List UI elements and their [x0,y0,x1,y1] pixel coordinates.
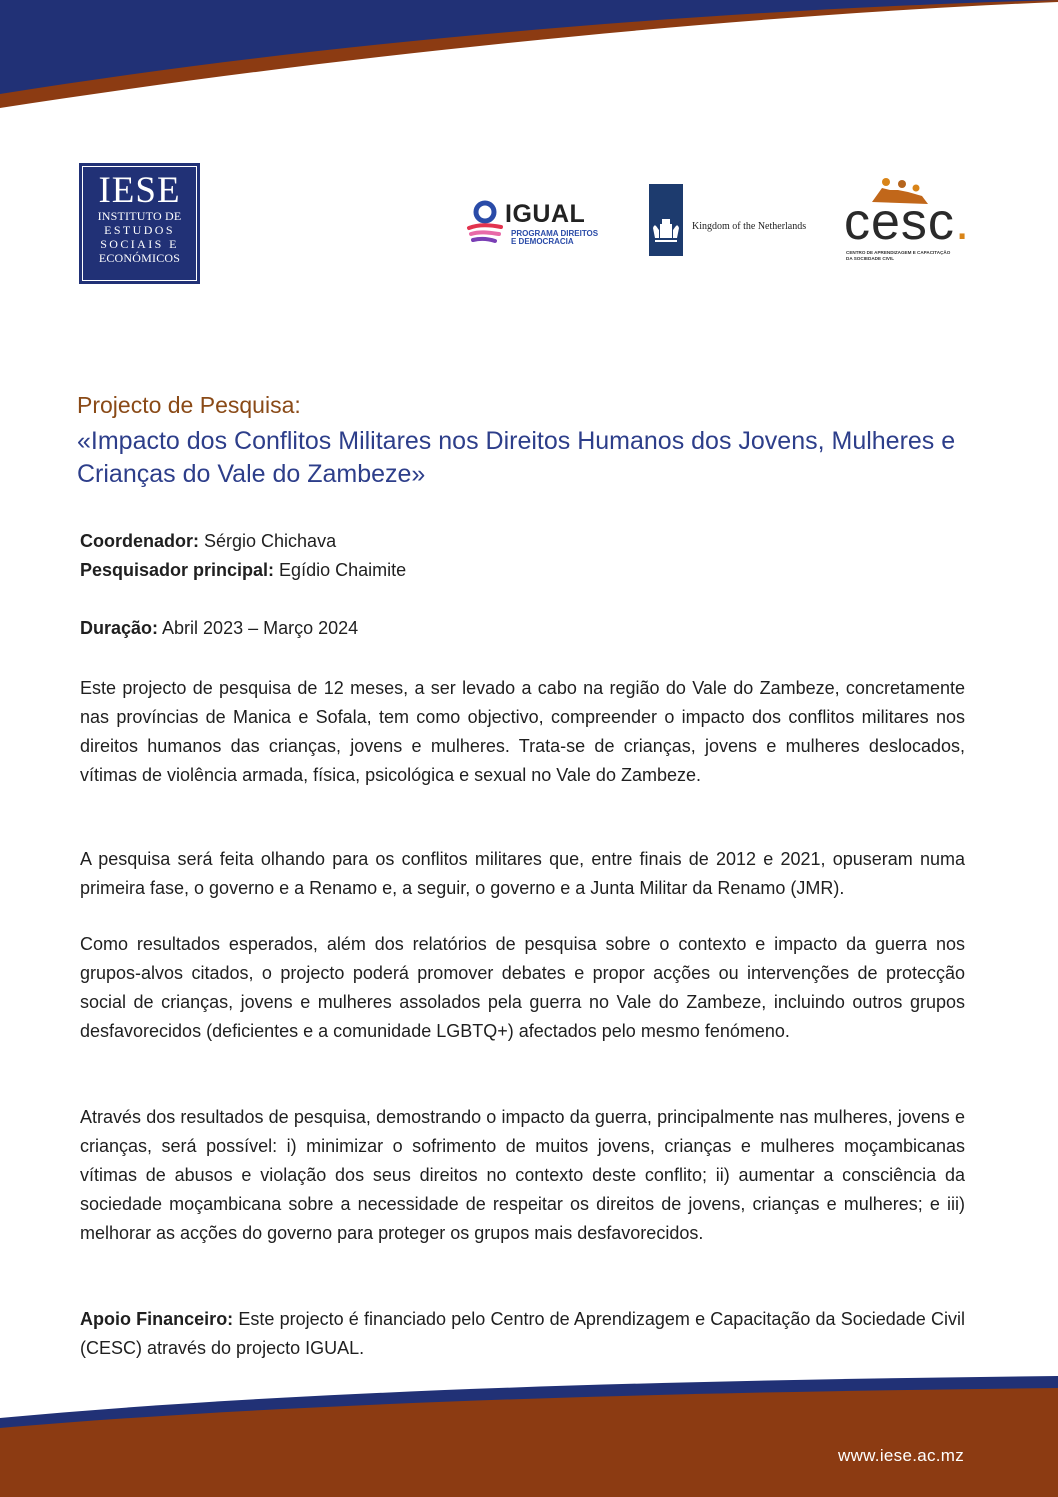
researcher-value: Egídio Chaimite [274,560,407,580]
netherlands-logo-text: Kingdom of the Netherlands [692,221,807,232]
project-title: «Impacto dos Conflitos Militares nos Direitos Humanos dos Jovens, Mulheres e Crianças do Vale do Zambeze» [77,427,956,488]
website-link[interactable]: www.iese.ac.mz [838,1446,965,1465]
paragraph-funding [80,1305,965,1363]
cesc-logo-subtitle [846,250,976,262]
funding-label: Apoio Financeiro: [80,1309,234,1329]
researcher-label: Pesquisador principal: [80,560,275,580]
iese-logo-line-1: INSTITUTO DE [97,209,182,223]
coordinator-value: Sérgio Chichava [199,531,337,551]
paragraph-impact: Através dos resultados de pesquisa, demostrando o impacto da guerra, principalmente nas mulheres, jovens e crianças, será possível: i) minimizar o sofrimento de muitos jovens, crianças e mulheres moçambicanas vítimas de abusos e violação dos seus direitos no contexto deste conflito; ii) aumentar a consciência da sociedade moçambicana sobre a necessidade de respeitar os direitos de jovens, crianças e mulheres; e iii) melhorar as acções do governo para proteger os grupos mais desfavorecidos. [80,1107,965,1243]
igual-logo-subtitle [511,230,598,246]
paragraph-objective: Este projecto de pesquisa de 12 meses, a ser levado a cabo na região do Vale do Zambeze, concretamente nas províncias de Manica e Sofala, tem como objectivo, compreender o impacto dos conflitos militares nos direitos humanos das crianças, jovens e mulheres. Trata-se de crianças, jovens e mulheres deslocados, vítimas de violência armada, física, psicológica e sexual no Vale do Zambeze. [80,678,965,785]
cesc-subtitle-line-1: CENTRO DE APRENDIZAGEM E CAPACITAÇÃO [846,250,951,255]
duration-line [80,618,358,639]
duration-value: Abril 2023 – Março 2024 [158,618,359,638]
cesc-logo-name [844,192,970,252]
funding-text: Este projecto é financiado pelo Centro de Aprendizagem e Capacitação da Sociedade Civil (CESC) através do projecto IGUAL. [80,1309,965,1358]
igual-logo-name: IGUAL [505,200,586,228]
igual-subtitle-line-2: E DEMOCRACIA [511,237,574,246]
project-label: Projecto de Pesquisa: [77,392,301,418]
netherlands-coat-of-arms-icon [649,184,683,256]
cesc-logo-word: cesc [844,193,955,251]
coordinator-label: Coordenador: [80,531,199,551]
cesc-logo-dot: . [954,193,971,251]
cesc-subtitle-line-2: DA SOCIEDADE CIVIL [846,256,895,261]
researcher-line [80,560,406,581]
bottom-decorative-band [0,1376,1058,1497]
iese-logo-line-3: SOCIAIS E [100,237,179,251]
igual-logo [465,198,605,248]
paragraph-expected-results: Como resultados esperados, além dos relatórios de pesquisa sobre o contexto e impacto da guerra nos grupos-alvos citados, o projecto poderá promover debates e propor acções ou intervenções de protecção social de crianças, jovens e mulheres assolados pela guerra no Vale do Zambeze, incluindo outros grupos desfavorecidos (deficientes e a comunidade LGBTQ+) afectados pelo mesmo fenómeno. [80,934,965,1041]
cesc-logo [840,176,980,271]
paragraph-scope: A pesquisa será feita olhando para os conflitos militares que, entre finais de 2012 e 2021, opuseram numa primeira fase, o governo e a Renamo e, a seguir, o governo e a Junta Militar da Renamo (JMR). [80,849,965,898]
igual-subtitle-line-1: PROGRAMA DIREITOS [511,229,599,238]
netherlands-emblem [649,184,683,256]
top-decorative-band [0,0,1058,110]
iese-logo-name: IESE [98,170,181,211]
igual-emblem-icon [465,198,505,246]
duration-label: Duração: [80,618,159,638]
iese-logo-line-4: ECONÓMICOS [98,251,181,265]
coordinator-line [80,531,336,552]
iese-logo [79,163,200,284]
iese-logo-line-2: ESTUDOS [104,223,175,237]
